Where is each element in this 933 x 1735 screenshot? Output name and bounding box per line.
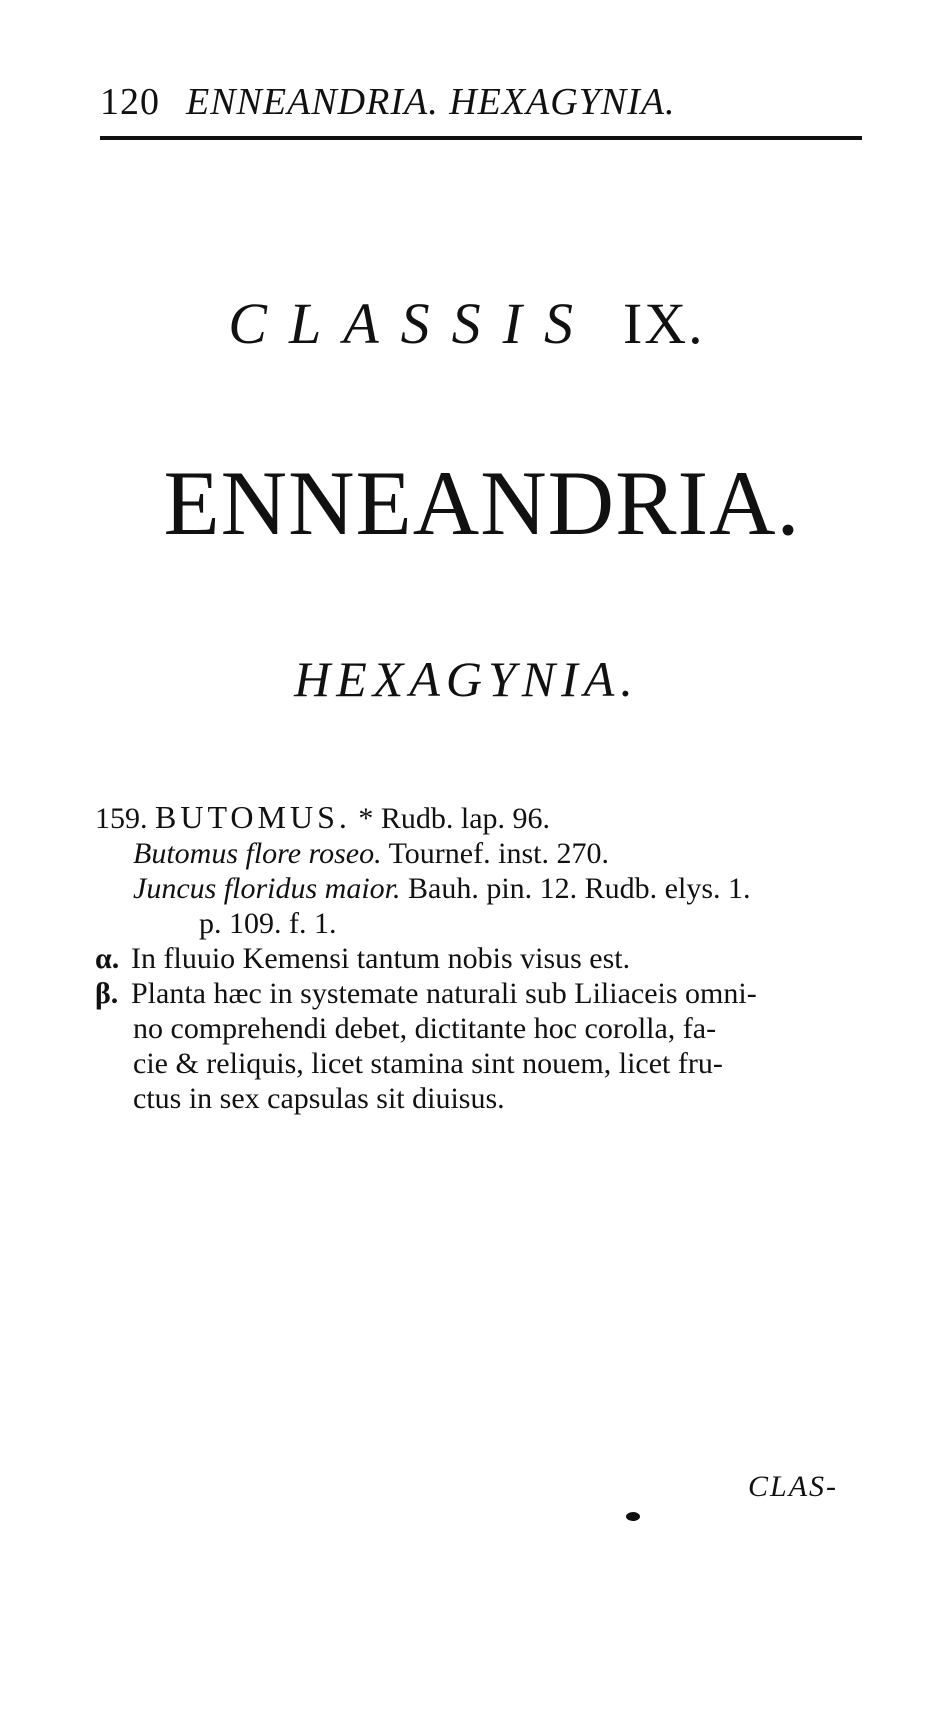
entry-number: 159.: [95, 802, 148, 835]
note-alpha-text: In fluuio Kemensi tantum nobis visus est.: [131, 942, 631, 975]
page-number: 120: [100, 81, 160, 123]
running-head-title: ENNEANDRIA. HEXAGYNIA.: [186, 81, 676, 123]
classis-word: CLASSIS: [228, 291, 595, 356]
running-head: [100, 80, 860, 130]
synonym-2-reference-continued: p. 109. f. 1.: [199, 907, 337, 940]
note-beta-line: ctus in sex capsulas sit diuisus.: [133, 1082, 505, 1115]
genus-reference: * Rudb. lap. 96.: [358, 802, 551, 835]
class-heading: [0, 290, 933, 357]
classis-number: IX.: [622, 291, 705, 356]
catchword: CLAS-: [748, 1470, 839, 1503]
note-beta-line: cie & reliquis, licet stamina sint nouem, licet fru-: [133, 1047, 723, 1080]
note-beta-mark: β.: [95, 977, 119, 1010]
note-beta-line: [95, 976, 875, 1011]
class-name: ENNEANDRIA.: [163, 452, 801, 554]
synonym-1-name: Butomus flore roseo.: [133, 837, 382, 870]
synonym-2-name: Juncus floridus maior.: [133, 872, 401, 905]
ink-blot: [626, 1512, 640, 1521]
note-beta-line: no comprehendi debet, dictitante hoc corolla, fa-: [133, 1012, 717, 1045]
synonym-2-reference: Bauh. pin. 12. Rudb. elys. 1.: [408, 872, 751, 905]
entry-heading-line: [95, 800, 875, 836]
genus-entry: [95, 800, 875, 1116]
synonym-line-2: [95, 871, 875, 906]
order-name: HEXAGYNIA.: [294, 651, 639, 707]
header-rule: [100, 136, 862, 140]
synonym-line-1: [95, 836, 875, 871]
synonym-1-reference: Tournef. inst. 270.: [388, 837, 609, 870]
note-beta-text: Planta hæc in systemate naturali sub Liliaceis omni-: [131, 977, 757, 1010]
genus-name: BUTOMUS.: [155, 799, 351, 835]
note-alpha-mark: α.: [95, 942, 120, 975]
note-alpha: [95, 941, 875, 976]
